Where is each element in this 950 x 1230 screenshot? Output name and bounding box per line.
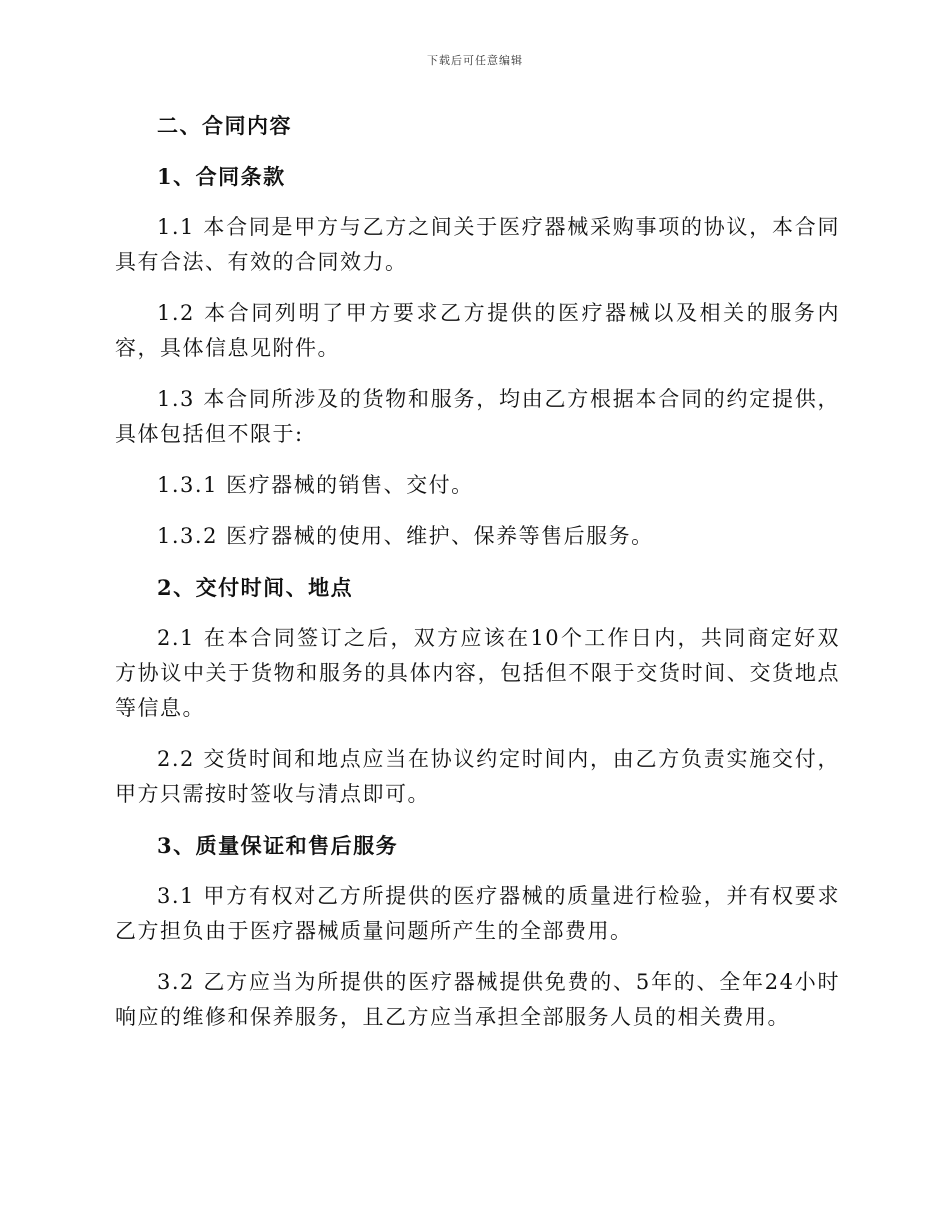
clause-1-3-2: 1.3.2 医疗器械的使用、维护、保养等售后服务。 bbox=[157, 524, 654, 548]
section-heading-quality: 3、质量保证和售后服务 bbox=[157, 833, 399, 858]
document-body bbox=[115, 108, 840, 1051]
clause-3-2: 3.2 乙方应当为所提供的医疗器械提供免费的、5年的、全年24小时响应的维修和保养服务，且乙方应当承担全部服务人员的相关费用。 bbox=[115, 970, 840, 1029]
clause-1-1: 1.1 本合同是甲方与乙方之间关于医疗器械采购事项的协议，本合同具有合法、有效的合同效力。 bbox=[115, 215, 840, 274]
clause-1-2: 1.2 本合同列明了甲方要求乙方提供的医疗器械以及相关的服务内容，具体信息见附件。 bbox=[115, 301, 840, 360]
clause-1-3: 1.3 本合同所涉及的货物和服务，均由乙方根据本合同的约定提供，具体包括但不限于: bbox=[115, 387, 840, 446]
clause-2-1: 2.1 在本合同签订之后，双方应该在10个工作日内，共同商定好双方协议中关于货物和服务的具体内容，包括但不限于交货时间、交货地点等信息。 bbox=[115, 626, 840, 720]
section-heading-contract-content: 二、合同内容 bbox=[157, 113, 292, 138]
clause-2-2: 2.2 交货时间和地点应当在协议约定时间内，由乙方负责实施交付，甲方只需按时签收与清点即可。 bbox=[115, 747, 840, 806]
page-header: 下载后可任意编辑 bbox=[427, 54, 523, 67]
section-heading-delivery: 2、交付时间、地点 bbox=[157, 575, 354, 600]
section-heading-contract-terms: 1、合同条款 bbox=[157, 164, 286, 189]
clause-1-3-1: 1.3.1 医疗器械的销售、交付。 bbox=[157, 473, 474, 497]
clause-3-1: 3.1 甲方有权对乙方所提供的医疗器械的质量进行检验，并有权要求乙方担负由于医疗器械质量问题所产生的全部费用。 bbox=[115, 884, 840, 943]
